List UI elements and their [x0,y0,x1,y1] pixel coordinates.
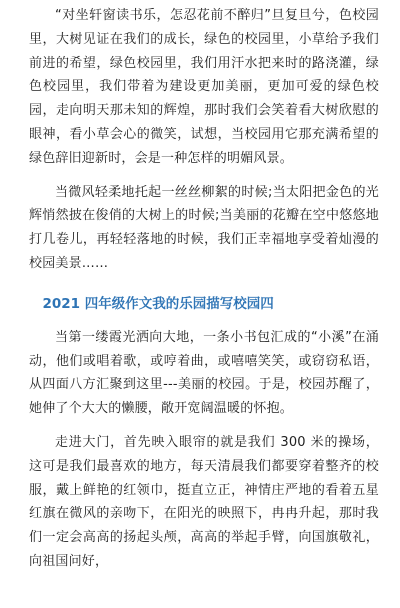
paragraph-gap [29,276,379,286]
paragraph-4: 走进大门，首先映入眼帘的就是我们 300 米的操场，这可是我们最喜欢的地方，每天清晨我们都要穿着整齐的校服，戴上鲜艳的红领巾，挺直立正，神情庄严地的看着五星红旗在微风的亲吻下，在阳光的映照下，冉冉升起，那时我们一定会高高的扬起头颅，高高的举起手臂，向国旗敬礼，向祖国问好， [29,434,379,569]
document-page [29,4,379,574]
paragraph-1: “对坐轩窗读书乐，怎忍花前不醉归”旦复旦兮，色校园里，大树见证在我们的成长，绿色的校园里，小草给予我们前进的希望，绿色校园里，我们用汗水把来时的路浇灌，绿色校园里，我们带着为建设更加美丽，更加可爱的绿色校园，走向明天那未知的辉煌，那时我们会笑着看大树欣慰的眼神，看小草会心的微笑，试想，当校园用它那充满希望的绿色辞旧迎新时，会是一种怎样的明媚风景。 [29,8,379,166]
paragraph-3: 当第一缕霞光洒向大地，一条小书包汇成的“小溪”在涌动，他们或唱着歌，或哼着曲，或嘻嘻笑笑，或窃窃私语，从四面八方汇聚到这里---美丽的校园。于是，校园苏醒了，她伸了个大大的懒腰，敞开宽阔温暖的怀抱。 [29,329,379,417]
paragraph-2: 当微风轻柔地托起一丝丝柳絮的时候;当太阳把金色的光辉悄然披在俊俏的大树上的时候;当美丽的花瓣在空中悠悠地打几卷儿，再轻轻落地的时候，我们正幸福地享受着灿漫的校园美景…… [29,184,379,271]
paragraph-gap [29,171,379,181]
section-heading: 2021 四年级作文我的乐园描写校园四 [42,295,274,312]
paragraph-gap [29,421,379,431]
